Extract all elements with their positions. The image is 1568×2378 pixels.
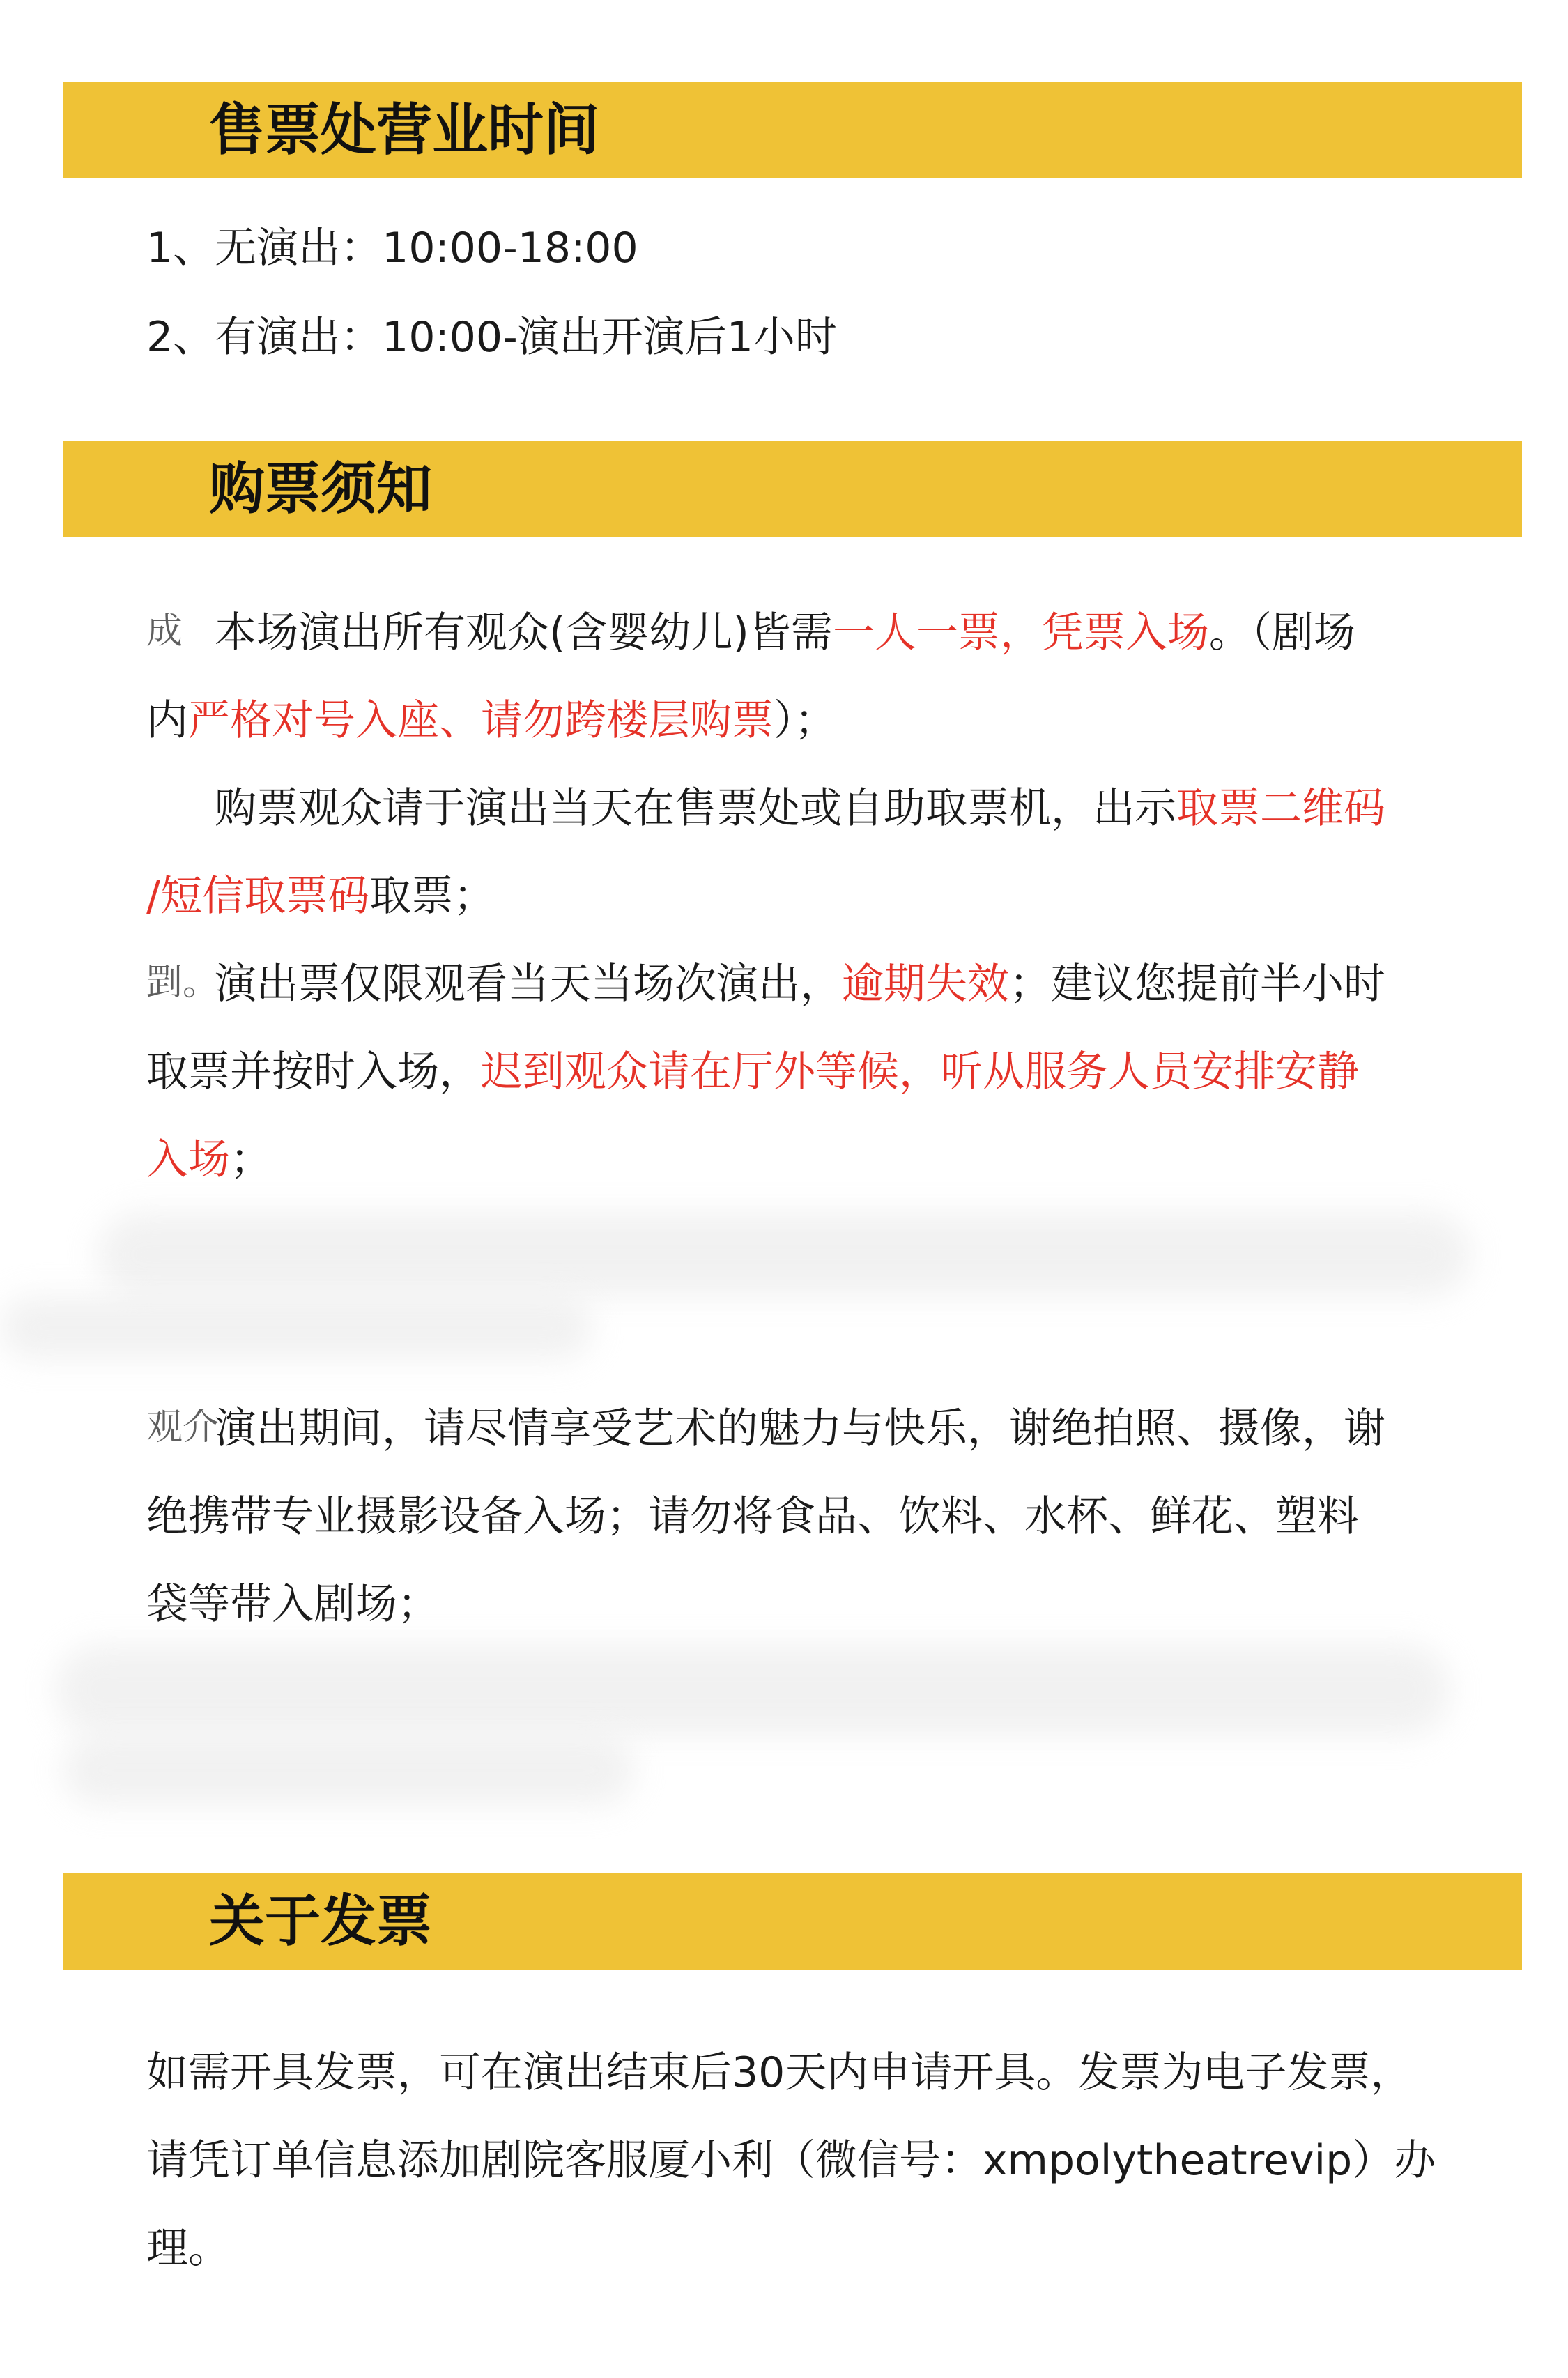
invoice-section-title: 关于发票 bbox=[209, 1889, 432, 1954]
hours-section-title: 售票处营业时间 bbox=[209, 98, 599, 162]
notice-item1-line2 bbox=[146, 696, 836, 745]
notice-item3-marker: 㓻。 bbox=[146, 962, 220, 1004]
notice-item2-highlight: /短信取票码 bbox=[146, 872, 370, 921]
invoice-line-3: 理。 bbox=[146, 2224, 230, 2273]
notice-item2-line1 bbox=[215, 784, 1385, 833]
invoice-line-2: 请凭订单信息添加剧院客服厦小利（微信号：xmpolytheatrevip）办 bbox=[146, 2136, 1436, 2185]
notice-item3-line3 bbox=[146, 1135, 272, 1184]
notice-item4-line2: 绝携带专业摄影设备入场；请勿将食品、饮料、水杯、鲜花、塑料 bbox=[146, 1492, 1359, 1541]
notice-item1-highlight: 严格对号入座、请勿跨楼层购票 bbox=[188, 696, 774, 745]
notice-item3-line2 bbox=[146, 1048, 1359, 1096]
blurred-region bbox=[98, 1213, 1470, 1296]
notice-item2-line2 bbox=[146, 872, 495, 921]
notice-item4-marker: 观介 bbox=[146, 1406, 220, 1448]
notice-item1-line1 bbox=[215, 608, 1355, 657]
notice-item3-text: ； bbox=[230, 1135, 272, 1184]
notice-item1-text: ）； bbox=[774, 696, 836, 745]
notice-item2-text: 取票； bbox=[369, 872, 495, 921]
hours-item-with-show: 2、有演出：10:00-演出开演后1小时 bbox=[146, 313, 837, 362]
notice-item3-highlight: 逾期失效 bbox=[842, 960, 1009, 1008]
notice-item3-text: 取票并按时入场， bbox=[146, 1048, 481, 1096]
blurred-region bbox=[0, 1296, 592, 1359]
notice-item3-line1 bbox=[215, 960, 1385, 1008]
blurred-region bbox=[56, 1645, 1450, 1735]
invoice-section-header bbox=[63, 1873, 1522, 1970]
notice-item3-highlight: 迟到观众请在厅外等候，听从服务人员安排安静 bbox=[481, 1048, 1359, 1096]
hours-section-header bbox=[63, 82, 1522, 178]
notice-item2-highlight: 取票二维码 bbox=[1176, 784, 1385, 833]
invoice-line-1: 如需开具发票，可在演出结束后30天内申请开具。发票为电子发票， bbox=[146, 2048, 1413, 2097]
blurred-region bbox=[63, 1735, 634, 1805]
notice-section-title: 购票须知 bbox=[209, 457, 432, 521]
notice-item3-highlight: 入场 bbox=[146, 1135, 230, 1184]
notice-item1-text: 本场演出所有观众(含婴幼儿)皆需 bbox=[215, 608, 833, 657]
notice-item1-highlight: 一人一票，凭票入场 bbox=[832, 608, 1209, 657]
notice-item4-line1: 演出期间，请尽情享受艺术的魅力与快乐，谢绝拍照、摄像，谢 bbox=[215, 1404, 1385, 1453]
notice-item1-text: 。（剧场 bbox=[1208, 608, 1355, 657]
notice-item2-text: 购票观众请于演出当天在售票处或自助取票机，出示 bbox=[215, 784, 1176, 833]
notice-item1-text: 内 bbox=[146, 696, 188, 745]
notice-item1-marker: 成 bbox=[146, 611, 183, 652]
notice-item3-text: 演出票仅限观看当天当场次演出， bbox=[215, 960, 842, 1008]
notice-section-header bbox=[63, 441, 1522, 537]
hours-item-no-show: 1、无演出：10:00-18:00 bbox=[146, 224, 638, 273]
notice-item3-text: ；建议您提前半小时 bbox=[1009, 960, 1385, 1008]
notice-item4-line3: 袋等带入剧场； bbox=[146, 1580, 439, 1629]
